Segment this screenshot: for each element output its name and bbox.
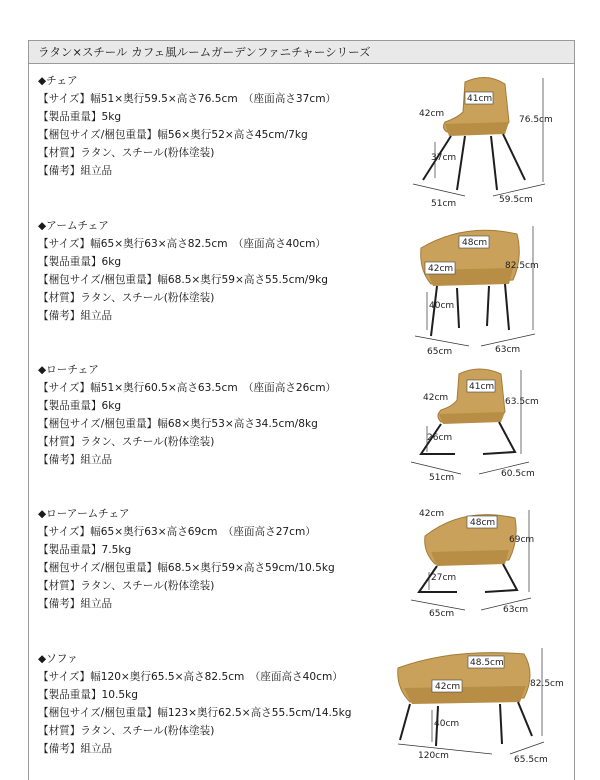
spec-size: 【サイズ】幅120×奥行65.5×高さ82.5cm （座面高さ40cm） [38, 671, 343, 683]
product-armchair-specs [38, 217, 418, 325]
spec-size: 【サイズ】幅51×奥行60.5×高さ63.5cm （座面高さ26cm） [38, 382, 337, 394]
spec-package: 【梱包サイズ/梱包重量】幅68×奥行53×高さ34.5cm/8kg [38, 418, 318, 430]
sofa-dimension-diagram [392, 640, 572, 770]
product-name: ◆チェア [38, 75, 78, 87]
dim-height: 82.5cm [505, 261, 539, 271]
spec-weight: 【製品重量】6kg [38, 400, 122, 412]
product-name: ◆アームチェア [38, 220, 109, 232]
spec-note: 【備考】組立品 [38, 598, 113, 610]
dim-seat-depth: 42cm [419, 109, 445, 119]
dim-seat-height: 27cm [431, 573, 457, 583]
product-name: ◆ローアームチェア [38, 508, 130, 520]
dim-seat-depth: 42cm [419, 509, 445, 519]
dim-height: 76.5cm [519, 115, 553, 125]
spec-material: 【材質】ラタン、スチール(粉体塗装) [38, 725, 215, 737]
dim-depth: 63cm [503, 605, 529, 615]
spec-note: 【備考】組立品 [38, 454, 113, 466]
dim-back-width: 48cm [462, 238, 488, 248]
spec-material: 【材質】ラタン、スチール(粉体塗装) [38, 292, 215, 304]
spec-note: 【備考】組立品 [38, 743, 113, 755]
dim-seat-height: 40cm [434, 719, 460, 729]
dim-depth: 60.5cm [501, 469, 535, 479]
spec-material: 【材質】ラタン、スチール(粉体塗装) [38, 147, 215, 159]
dim-depth: 65.5cm [514, 755, 548, 765]
spec-weight: 【製品重量】6kg [38, 256, 122, 268]
dim-seat-depth: 42cm [435, 682, 461, 692]
dim-back-width: 41cm [467, 94, 493, 104]
chair-dimension-diagram [405, 72, 565, 212]
sofa-illustration [398, 653, 532, 746]
product-name: ◆ソファ [38, 653, 78, 665]
dim-depth: 59.5cm [499, 195, 533, 205]
product-name: ◆ローチェア [38, 364, 99, 376]
spec-note: 【備考】組立品 [38, 165, 113, 177]
dim-width: 51cm [431, 199, 457, 209]
product-lowchair-specs [38, 361, 418, 469]
page-title: ラタン×スチール カフェ風ルームガーデンファニチャーシリーズ [28, 40, 575, 64]
spec-package: 【梱包サイズ/梱包重量】幅68.5×奥行59×高さ55.5cm/9kg [38, 274, 328, 286]
spec-size: 【サイズ】幅51×奥行59.5×高さ76.5cm （座面高さ37cm） [38, 93, 337, 105]
dim-back-width: 48.5cm [470, 658, 504, 668]
product-sofa-specs [38, 650, 418, 758]
spec-material: 【材質】ラタン、スチール(粉体塗装) [38, 580, 215, 592]
spec-weight: 【製品重量】10.5kg [38, 689, 139, 701]
armchair-dimension-diagram [405, 218, 565, 358]
spec-note: 【備考】組立品 [38, 310, 113, 322]
spec-weight: 【製品重量】5kg [38, 111, 122, 123]
product-lowarmchair-specs [38, 505, 418, 613]
spec-weight: 【製品重量】7.5kg [38, 544, 132, 556]
dim-width: 65cm [427, 347, 453, 357]
spec-package: 【梱包サイズ/梱包重量】幅68.5×奥行59×高さ59cm/10.5kg [38, 562, 335, 574]
dim-width: 65cm [429, 609, 455, 619]
dim-back-width: 41cm [469, 382, 495, 392]
dim-seat-depth: 42cm [428, 264, 454, 274]
dim-seat-height: 26cm [427, 433, 453, 443]
spec-package: 【梱包サイズ/梱包重量】幅56×奥行52×高さ45cm/7kg [38, 129, 308, 141]
dim-width: 51cm [429, 473, 455, 483]
dim-seat-height: 37cm [431, 153, 457, 163]
product-chair-specs [38, 72, 418, 180]
dim-back-width: 48cm [470, 518, 496, 528]
dim-height: 69cm [509, 535, 535, 545]
dim-seat-height: 40cm [429, 301, 455, 311]
spec-material: 【材質】ラタン、スチール(粉体塗装) [38, 436, 215, 448]
spec-size: 【サイズ】幅65×奥行63×高さ82.5cm （座面高さ40cm） [38, 238, 327, 250]
dim-depth: 63cm [495, 345, 521, 355]
dim-height: 82.5cm [530, 679, 564, 689]
dim-height: 63.5cm [505, 397, 539, 407]
spec-package: 【梱包サイズ/梱包重量】幅123×奥行62.5×高さ55.5cm/14.5kg [38, 707, 352, 719]
dim-seat-depth: 42cm [423, 393, 449, 403]
spec-size: 【サイズ】幅65×奥行63×高さ69cm （座面高さ27cm） [38, 526, 316, 538]
dim-width: 120cm [418, 751, 449, 761]
lowchair-dimension-diagram [405, 362, 565, 487]
lowarmchair-dimension-diagram [405, 502, 565, 622]
